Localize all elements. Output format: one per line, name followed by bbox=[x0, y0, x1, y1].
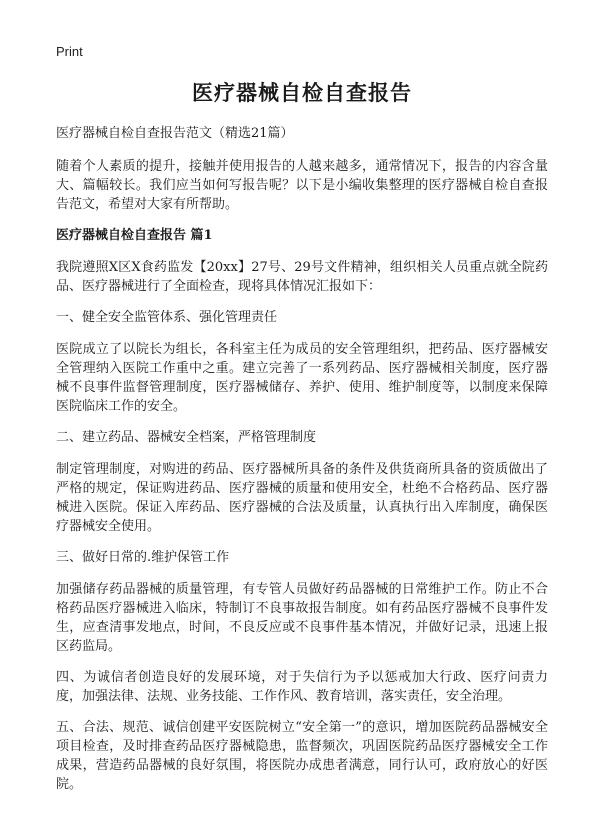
heading-3: 三、做好日常的.维护保管工作 bbox=[56, 550, 230, 565]
heading-1: 一、健全安全监管体系、强化管理责任 bbox=[56, 310, 278, 325]
document-title: 医疗器械自检自查报告 bbox=[192, 80, 412, 105]
print-link[interactable]: Print bbox=[56, 44, 83, 59]
body-paragraph-2: 医院成立了以院长为组长，各科室主任为成员的安全管理组织，把药品、医疗器械安全管理纳入医院工作重中之重。建立完善了一系列药品、医疗器械相关制度，医疗器械不良事件监督管理制度，医疗器械储存、养护、使用、维护制度等，以制度来保障医院临床工作的安全。 bbox=[56, 342, 548, 414]
body-paragraph-4: 加强储存药品器械的质量管理，有专管人员做好药品器械的日常维护工作。防止不合格药品医疗器械进入临床，特制订不良事故报告制度。如有药品医疗器械不良事件发生，应查清事发地点，时间，不良反应或不良事件基本情况，并做好记录，迅速上报区药监局。 bbox=[56, 582, 548, 654]
body-paragraph-5: 四、为诚信者创造良好的发展环境，对于失信行为予以惩戒加大行政、医疗问责力度，加强法律、法规、业务技能、工作作风、教育培训，落实责任，安全治理。 bbox=[56, 670, 548, 704]
body-paragraph-6: 五、合法、规范、诚信创建平安医院树立“安全第一”的意识，增加医院药品器械安全项目检查，及时排查药品医疗器械隐患，监督频次，巩固医院药品医疗器械安全工作成果，营造药品器械的良好氛围，将医院办成患者满意，同行认可，政府放心的好医院。 bbox=[56, 720, 548, 792]
body-paragraph-1: 我院遵照X区X食药监发【20xx】27号、29号文件精神，组织相关人员重点就全院药品、医疗器械进行了全面检查，现将具体情况汇报如下： bbox=[56, 260, 548, 294]
intro-paragraph: 随着个人素质的提升，接触并使用报告的人越来越多，通常情况下，报告的内容含量大、篇幅较长。我们应当如何写报告呢？以下是小编收集整理的医疗器械自检自查报告范文，希望对大家有所帮助。 bbox=[56, 159, 548, 212]
section-title: 医疗器械自检自查报告 篇1 bbox=[56, 228, 213, 243]
document-subtitle: 医疗器械自检自查报告范文（精选21篇） bbox=[56, 126, 294, 141]
heading-2: 二、建立药品、器械安全档案，严格管理制度 bbox=[56, 430, 317, 445]
body-paragraph-3: 制定管理制度，对购进的药品、医疗器械所具备的条件及供货商所具备的资质做出了严格的规定，保证购进药品、医疗器械的质量和使用安全，杜绝不合格药品、医疗器械进入医院。保证入库药品、医疗器械的合法及质量，认真执行出入库制度，确保医疗器械安全使用。 bbox=[56, 462, 548, 534]
